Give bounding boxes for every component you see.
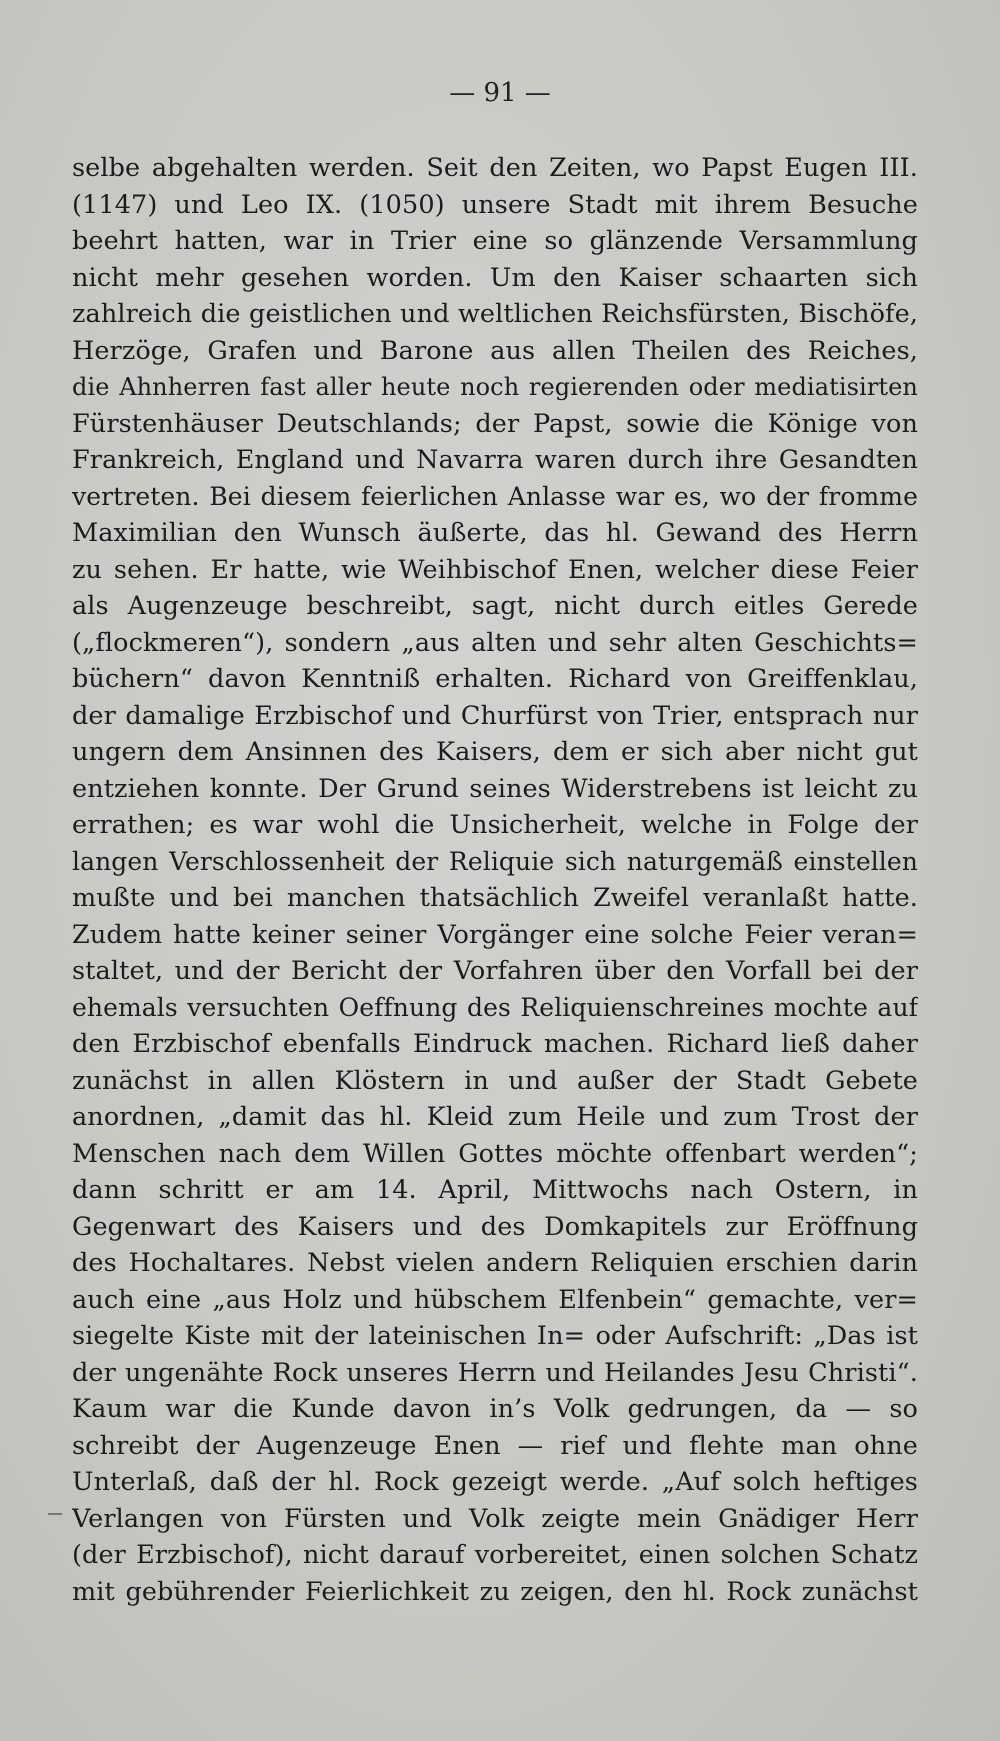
- text-line: Maximilian den Wunsch äußerte, das hl. Gewand des Herrn: [72, 518, 918, 548]
- text-line: auch eine „aus Holz und hübschem Elfenbein“ gemachte, ver=: [72, 1284, 918, 1315]
- text-line: den Erzbischof ebenfalls Eindruck machen. Richard ließ daher: [72, 1029, 918, 1059]
- text-line: Unterlaß, daß der hl. Rock gezeigt werde. „Auf solch heftiges: [72, 1467, 918, 1497]
- text-line: Menschen nach dem Willen Gottes möchte offenbart werden“;: [72, 1138, 918, 1169]
- text-line: Fürstenhäuser Deutschlands; der Papst, sowie die Könige von: [72, 408, 918, 439]
- text-line: zahlreich die geistlichen und weltlichen Reichsfürsten, Bischöfe,: [72, 299, 918, 329]
- text-line: beehrt hatten, war in Trier eine so glänzende Versammlung: [72, 226, 918, 256]
- text-line: schreibt der Augenzeuge Enen — rief und flehte man ohne: [72, 1430, 918, 1461]
- text-line: anordnen, „damit das hl. Kleid zum Heile und zum Trost der: [72, 1102, 918, 1132]
- text-line: mit gebührender Feierlichkeit zu zeigen, den hl. Rock zunächst: [72, 1576, 918, 1607]
- body-text: [72, 150, 918, 1610]
- text-line: nicht mehr gesehen worden. Um den Kaiser schaarten sich: [72, 262, 918, 293]
- text-line: (1147) und Leo IX. (1050) unsere Stadt mit ihrem Besuche: [72, 189, 918, 220]
- text-line: vertreten. Bei diesem feierlichen Anlasse war es, wo der fromme: [72, 481, 918, 511]
- text-line: Gegenwart des Kaisers und des Domkapitels zur Eröffnung: [72, 1211, 918, 1242]
- text-line: ehemals versuchten Oeffnung des Reliquienschreines mochte auf: [72, 992, 918, 1022]
- margin-mark: [48, 1513, 62, 1515]
- text-line: Kaum war die Kunde davon in’s Volk gedrungen, da — so: [72, 1394, 918, 1424]
- text-line: als Augenzeuge beschreibt, sagt, nicht durch eitles Gerede: [72, 591, 918, 621]
- text-line: dann schritt er am 14. April, Mittwochs nach Ostern, in: [72, 1175, 918, 1205]
- text-line: des Hochaltares. Nebst vielen andern Reliquien erschien darin: [72, 1248, 918, 1278]
- text-line: selbe abgehalten werden. Seit den Zeiten, wo Papst Eugen III.: [72, 153, 918, 183]
- text-line: büchern“ davon Kenntniß erhalten. Richard von Greiffenklau,: [72, 664, 918, 694]
- text-line: siegelte Kiste mit der lateinischen In= oder Aufschrift: „Das ist: [72, 1321, 918, 1351]
- text-line: zu sehen. Er hatte, wie Weihbischof Enen, welcher diese Feier: [72, 554, 918, 585]
- page-number: — 91 —: [449, 78, 551, 108]
- text-line: zunächst in allen Klöstern in und außer der Stadt Gebete: [72, 1065, 918, 1096]
- text-line: der ungenähte Rock unseres Herrn und Heilandes Jesu Christi“.: [72, 1357, 918, 1388]
- text-line: (der Erzbischof), nicht darauf vorbereitet, einen solchen Schatz: [72, 1540, 918, 1570]
- text-line: staltet, und der Bericht der Vorfahren über den Vorfall bei der: [72, 956, 918, 986]
- text-line: errathen; es war wohl die Unsicherheit, welche in Folge der: [72, 810, 918, 840]
- text-line: („flockmeren“), sondern „aus alten und sehr alten Geschichts=: [72, 627, 918, 658]
- text-line: Frankreich, England und Navarra waren durch ihre Gesandten: [72, 445, 918, 475]
- text-line: Herzöge, Grafen und Barone aus allen Theilen des Reiches,: [72, 335, 918, 366]
- text-line: Zudem hatte keiner seiner Vorgänger eine solche Feier veran=: [72, 919, 918, 950]
- text-line: mußte und bei manchen thatsächlich Zweifel veranlaßt hatte.: [72, 883, 918, 913]
- text-line: entziehen konnte. Der Grund seines Widerstrebens ist leicht zu: [72, 773, 918, 804]
- text-line: Verlangen von Fürsten und Volk zeigte mein Gnädiger Herr: [72, 1503, 918, 1534]
- text-line: die Ahnherren fast aller heute noch regierenden oder mediatisirten: [72, 373, 918, 401]
- text-line: langen Verschlossenheit der Reliquie sich naturgemäß einstellen: [72, 846, 918, 876]
- text-line: ungern dem Ansinnen des Kaisers, dem er sich aber nicht gut: [72, 737, 918, 767]
- text-line: der damalige Erzbischof und Churfürst von Trier, entsprach nur: [72, 700, 918, 731]
